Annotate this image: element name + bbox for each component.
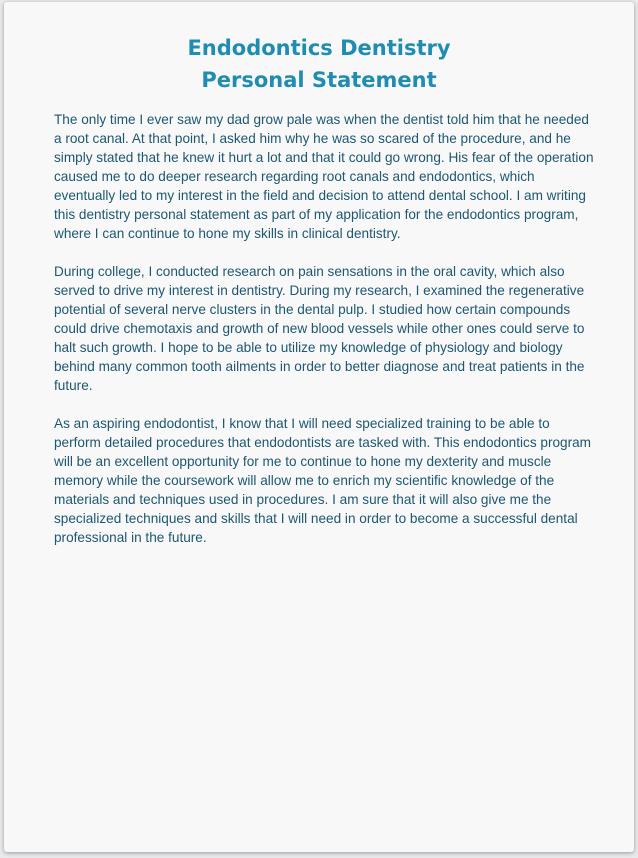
paragraph-1: The only time I ever saw my dad grow pale was when the dentist told him that he needed a root canal. At that point, I asked him why he was so scared of the procedure, and he simply stated that he knew it hurt a lot and that it could go wrong. His fear of the operation caused me to do deeper research regarding root canals and endodontics, which eventually led to my interest in the field and decision to attend dental school. I am writing this dentistry personal statement as part of my application for the endodontics program, where I can continue to hone my skills in clinical dentistry. bbox=[54, 112, 594, 241]
paragraph-3: As an aspiring endodontist, I know that I will need specialized training to be able to perform detailed procedures that endodontists are tasked with. This endodontics program will be an excellent opportunity for me to continue to hone my dexterity and muscle memory while the coursework will allow me to enrich my scientific knowledge of the materials and techniques used in procedures. I am sure that it will also give me the specialized techniques and skills that I will need in order to become a successful dental professional in the future. bbox=[54, 416, 592, 545]
paragraph-2: During college, I conducted research on pain sensations in the oral cavity, which also served to drive my interest in dentistry. During my research, I examined the regenerative potential of several nerve clusters in the dental pulp. I studied how certain compounds could drive chemotaxis and growth of new blood vessels while other ones could serve to halt such growth. I hope to be able to utilize my knowledge of physiology and biology behind many common tooth ailments in order to better diagnose and treat patients in the future. bbox=[54, 264, 585, 393]
statement-body bbox=[54, 110, 594, 566]
document-page bbox=[4, 2, 634, 852]
page-title bbox=[4, 2, 634, 96]
title-line-2: Personal Statement bbox=[201, 68, 437, 92]
title-line-1: Endodontics Dentistry bbox=[187, 36, 451, 60]
